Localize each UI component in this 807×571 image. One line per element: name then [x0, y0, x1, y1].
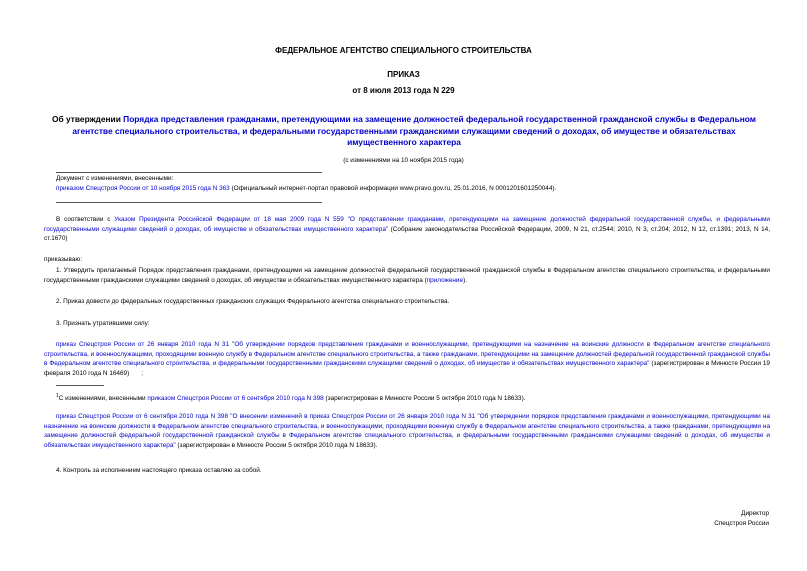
agency-name: ФЕДЕРАЛЬНОЕ АГЕНТСТВО СПЕЦИАЛЬНОГО СТРОИТЕЛЬСТВА [275, 46, 532, 55]
footnote-suffix: (зарегистрирован в Минюсте России 5 октября 2010 года N 18633). [323, 395, 526, 403]
order-word: приказываю: [44, 256, 82, 263]
footnote-marker: 1 [56, 393, 59, 399]
preamble-link[interactable]: Указом Президента Российской Федерации от 18 мая 2009 года N 559 "О представлении гражданами, претендующими на замещение должностей федеральной государственной службы, и федеральными государственными служащими сведений о доходах, об имуществе и обязательствах имущественного характера" [44, 216, 770, 233]
doc-date-number: от 8 июля 2013 года N 229 [352, 86, 455, 95]
repeal-2-suffix: (зарегистрирован в Минюсте России 5 октября 2010 года N 18633). [175, 441, 378, 449]
changes-line [56, 184, 776, 194]
footnote [56, 392, 756, 404]
doc-type: ПРИКАЗ [387, 70, 420, 79]
footnote-prefix: С изменениями, внесенными [58, 395, 148, 403]
title-link[interactable]: Порядка представления гражданами, претендующими на замещение должностей федеральной государственной гражданской службы в Федеральном агентстве специального строительства, и федеральными государственными гражданскими служащими сведений о доходах, об имуществе и обязательствах имущественного характера [72, 114, 756, 147]
item-2: 2. Приказ довести до федеральных государственных гражданских служащих Федерального агентства специального строительства. [56, 298, 450, 305]
divider-bottom [56, 202, 322, 203]
footnote-link[interactable]: приказом Спецстроя России от 6 сентября 2010 года N 398 [147, 395, 324, 403]
repeal-1-suffix: (зарегистрирован в Минюсте России 19 февраля 2010 года N 16469) [44, 360, 770, 377]
changes-note: (с изменениями на 10 ноября 2015 года) [343, 157, 464, 164]
signature-org: Спецстроя России [714, 520, 769, 527]
changes-label: Документ с изменениями, внесенными: [56, 175, 174, 182]
repeal-2 [44, 412, 770, 450]
item-4: 4. Контроль за исполнением настоящего приказа оставляю за собой. [56, 467, 262, 474]
preamble-suffix: (Собрание законодательства Российской Федерации, 2009, N 21, ст.2544; 2010, N 3, ст.204; 2012, N 12, ст.1391; 2013, N 14, ст.1670) [44, 225, 770, 243]
title-prefix: Об утверждении [52, 114, 124, 124]
footnote-ref-mark: ; [141, 370, 143, 377]
item-3: 3. Признать утратившими силу: [56, 320, 150, 327]
footnote-divider [56, 385, 104, 386]
repeal-2-link[interactable]: приказ Спецстроя России от 6 сентября 2010 года N 398 "О внесении изменений в приказ Спецстроя России от 26 января 2010 года N 31 "Об утверждении порядков представления гражданами и военнослужащими, претендующими на назначение на воинские должности в Федеральном агентстве специального строительства, и военнослужащими, проходящими военную службу в Федеральном агентстве специального строительства, а также гражданами, претендующими на замещение должностей федеральной государственной гражданской службы в Федеральном агентстве специального строительства, и федеральными государственными гражданскими служащими сведений о доходах, об имуществе и обязательствах имущественного характера" [44, 413, 770, 449]
changes-link[interactable]: приказом Спецстроя России от 10 ноября 2015 года N 363 [56, 185, 230, 192]
repeal-1-link[interactable]: приказ Спецстроя России от 26 января 2010 года N 31 "Об утверждении порядков представления гражданами и военнослужащими, претендующими на назначение на воинские должности в Федеральном агентстве специального строительства, и военнослужащими, проходящими военную службу в Федеральном агентстве специального строительства, а также гражданами, претендующими на замещение должностей федеральной государственной гражданской службы в Федеральном агентстве специального строительства, и федеральными государственными гражданскими служащими сведений о доходах, об имуществе и обязательствах имущественного характера" [44, 341, 770, 368]
item-1-text: 1. Утвердить прилагаемый Порядок представления гражданами, претендующими на замещение должностей федеральной государственной гражданской службы в Федеральном агентстве специального строительства, и федеральными государственными гражданскими служащими сведений о доходах, об имуществе и обязательствах имущественного характера ( [44, 267, 770, 284]
changes-source: (Официальный интернет-портал правовой информации www.pravo.gov.ru, 25.01.2016, N 0001201601250044). [229, 185, 557, 192]
repeal-1 [44, 340, 770, 379]
document-title [44, 114, 764, 149]
preamble [44, 215, 770, 244]
item-1 [44, 266, 770, 285]
item-1-end: ). [463, 276, 467, 284]
appendix-link[interactable]: приложение [426, 276, 464, 284]
signature-position: Директор [741, 510, 769, 517]
preamble-prefix: В соответствии с [56, 216, 115, 223]
divider-top [56, 172, 322, 173]
